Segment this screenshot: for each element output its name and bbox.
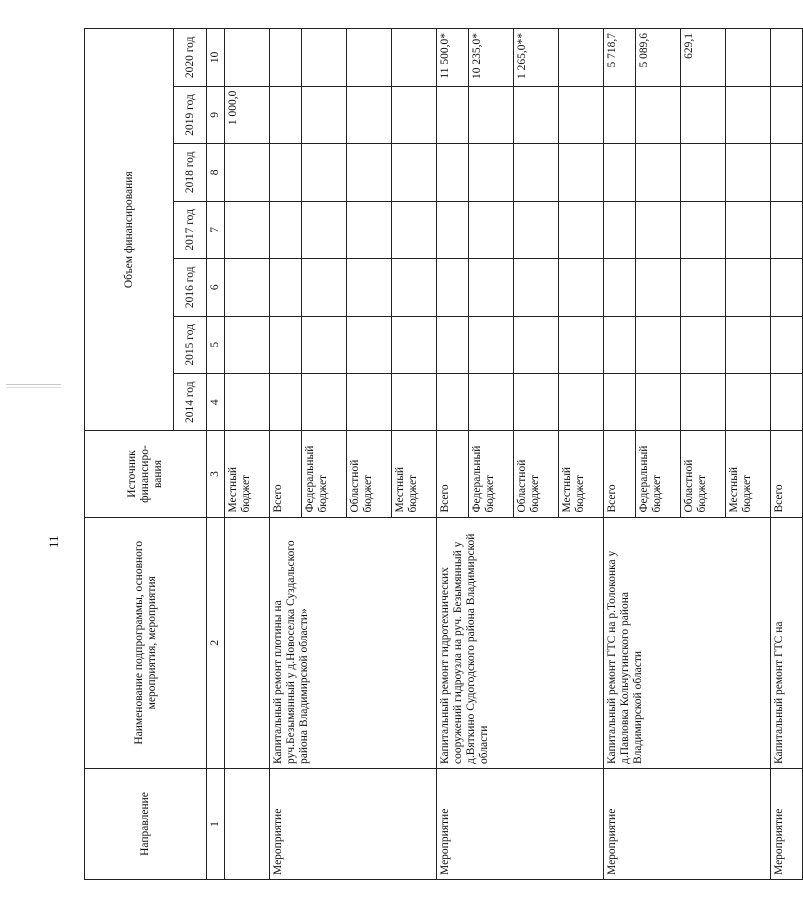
amount-cell <box>559 144 604 201</box>
funding-source-cell: Всего <box>437 431 469 517</box>
column-number: 2 <box>207 517 225 768</box>
amount-cell: 10 235,0* <box>469 29 514 87</box>
funding-source-cell: Федеральный бюджет <box>302 431 347 517</box>
amount-cell <box>604 201 636 258</box>
amount-cell <box>771 259 803 316</box>
page-number: 11 <box>46 535 61 548</box>
header-year: 2016 год <box>174 259 207 316</box>
funding-source-cell: Местный бюджет <box>559 431 604 517</box>
amount-cell <box>270 29 302 87</box>
amount-cell <box>726 29 771 87</box>
column-number: 8 <box>207 144 225 201</box>
direction-cell <box>225 769 270 880</box>
header-year: 2020 год <box>174 29 207 87</box>
measure-name-cell: Капитальный ремонт ГТС на <box>771 517 803 768</box>
direction-cell: Мероприятие <box>771 769 803 880</box>
amount-cell: 11 500,0* <box>437 29 469 87</box>
measure-name-cell <box>225 517 270 768</box>
amount-cell <box>469 316 514 373</box>
header-direction: Направление <box>85 769 207 880</box>
amount-cell <box>469 144 514 201</box>
amount-cell <box>225 374 270 431</box>
column-number: 1 <box>207 769 225 880</box>
amount-cell <box>392 29 437 87</box>
amount-cell <box>302 86 347 143</box>
amount-cell <box>726 144 771 201</box>
amount-cell: 1 000,0 <box>225 86 270 143</box>
amount-cell: 1 265,0** <box>514 29 559 87</box>
amount-cell <box>604 86 636 143</box>
column-number-row <box>207 29 225 880</box>
amount-cell <box>347 316 392 373</box>
direction-cell: Мероприятие <box>604 769 771 880</box>
column-number: 6 <box>207 259 225 316</box>
amount-cell <box>469 201 514 258</box>
amount-cell <box>514 259 559 316</box>
amount-cell <box>771 201 803 258</box>
amount-cell <box>559 86 604 143</box>
amount-cell <box>270 259 302 316</box>
amount-cell: 5 089,6 <box>636 29 681 87</box>
amount-cell <box>392 316 437 373</box>
header-funding: Объем финансирования <box>85 29 174 431</box>
column-number: 3 <box>207 431 225 517</box>
funding-source-cell: Областной бюджет <box>681 431 726 517</box>
amount-cell: 5 718,7 <box>604 29 636 87</box>
amount-cell <box>771 144 803 201</box>
amount-cell <box>559 374 604 431</box>
amount-cell <box>302 259 347 316</box>
funding-source-cell: Всего <box>604 431 636 517</box>
header-year: 2018 год <box>174 144 207 201</box>
header-name: Наименование подпрограммы, основного мероприятия, мероприятия <box>85 517 207 768</box>
column-number: 4 <box>207 374 225 431</box>
amount-cell <box>604 144 636 201</box>
amount-cell <box>392 374 437 431</box>
table-header <box>85 29 225 880</box>
amount-cell <box>636 374 681 431</box>
amount-cell <box>302 29 347 87</box>
amount-cell <box>270 374 302 431</box>
funding-source-cell: Всего <box>270 431 302 517</box>
amount-cell <box>559 201 604 258</box>
funding-source-cell: Всего <box>771 431 803 517</box>
amount-cell <box>302 316 347 373</box>
header-year: 2014 год <box>174 374 207 431</box>
amount-cell <box>437 201 469 258</box>
amount-cell <box>604 259 636 316</box>
amount-cell <box>347 86 392 143</box>
amount-cell <box>302 144 347 201</box>
amount-cell <box>636 144 681 201</box>
amount-cell <box>514 374 559 431</box>
amount-cell <box>302 374 347 431</box>
measure-name-cell: Капитальный ремонт ГТС на р.Толоконка у д.Павловка Кольчугинского района Владимирской области <box>604 517 771 768</box>
amount-cell <box>771 374 803 431</box>
amount-cell <box>726 374 771 431</box>
amount-cell <box>726 201 771 258</box>
amount-cell <box>681 144 726 201</box>
column-number: 7 <box>207 201 225 258</box>
funding-source-cell: Федеральный бюджет <box>636 431 681 517</box>
amount-cell <box>604 374 636 431</box>
amount-cell <box>347 29 392 87</box>
table-row <box>771 29 803 880</box>
amount-cell <box>681 259 726 316</box>
amount-cell <box>681 86 726 143</box>
header-source: Источник финансиро-вания <box>85 431 207 517</box>
amount-cell <box>225 316 270 373</box>
column-number: 10 <box>207 29 225 87</box>
amount-cell <box>771 86 803 143</box>
amount-cell <box>437 144 469 201</box>
amount-cell <box>726 316 771 373</box>
header-year: 2015 год <box>174 316 207 373</box>
table-row <box>437 29 469 880</box>
amount-cell <box>514 316 559 373</box>
amount-cell <box>225 201 270 258</box>
funding-table <box>84 28 803 880</box>
amount-cell <box>604 316 636 373</box>
amount-cell <box>270 201 302 258</box>
column-number: 5 <box>207 316 225 373</box>
amount-cell <box>270 86 302 143</box>
scan-artifact-line <box>6 384 61 385</box>
amount-cell <box>469 86 514 143</box>
amount-cell <box>726 259 771 316</box>
header-year: 2017 год <box>174 201 207 258</box>
amount-cell <box>636 201 681 258</box>
direction-cell: Мероприятие <box>270 769 437 880</box>
table-row <box>270 29 302 880</box>
amount-cell <box>347 201 392 258</box>
amount-cell <box>225 29 270 87</box>
funding-source-cell: Местный бюджет <box>392 431 437 517</box>
funding-source-cell: Местный бюджет <box>726 431 771 517</box>
amount-cell <box>437 86 469 143</box>
amount-cell <box>347 259 392 316</box>
amount-cell <box>514 144 559 201</box>
funding-source-cell: Федеральный бюджет <box>469 431 514 517</box>
amount-cell <box>392 144 437 201</box>
amount-cell <box>514 86 559 143</box>
amount-cell <box>437 316 469 373</box>
funding-source-cell: Областной бюджет <box>514 431 559 517</box>
funding-source-cell: Местный бюджет <box>225 431 270 517</box>
header-year: 2019 год <box>174 86 207 143</box>
amount-cell <box>636 86 681 143</box>
amount-cell: 629,1 <box>681 29 726 87</box>
amount-cell <box>681 374 726 431</box>
amount-cell <box>437 374 469 431</box>
measure-name-cell: Капитальный ремонт плотины на руч.Безымянный у д.Новоселка Суздальского района Владимирской области» <box>270 517 437 768</box>
measure-name-cell: Капитальный ремонт гидротехнических сооружений гидроузла на руч. Безымянный у д.Вяткино Судогодского района Владимирской области <box>437 517 604 768</box>
amount-cell <box>225 144 270 201</box>
column-number: 9 <box>207 86 225 143</box>
amount-cell <box>225 259 270 316</box>
amount-cell <box>559 259 604 316</box>
amount-cell <box>347 374 392 431</box>
amount-cell <box>559 29 604 87</box>
amount-cell <box>469 259 514 316</box>
table-row <box>604 29 636 880</box>
amount-cell <box>636 259 681 316</box>
amount-cell <box>681 316 726 373</box>
amount-cell <box>771 29 803 87</box>
amount-cell <box>681 201 726 258</box>
table-row <box>225 29 270 880</box>
amount-cell <box>347 144 392 201</box>
amount-cell <box>392 259 437 316</box>
amount-cell <box>559 316 604 373</box>
amount-cell <box>270 316 302 373</box>
amount-cell <box>392 86 437 143</box>
direction-cell: Мероприятие <box>437 769 604 880</box>
amount-cell <box>302 201 347 258</box>
table-body <box>225 29 803 880</box>
amount-cell <box>437 259 469 316</box>
amount-cell <box>392 201 437 258</box>
amount-cell <box>469 374 514 431</box>
amount-cell <box>636 316 681 373</box>
amount-cell <box>514 201 559 258</box>
amount-cell <box>771 316 803 373</box>
rotated-page <box>84 28 785 880</box>
funding-source-cell: Областной бюджет <box>347 431 392 517</box>
amount-cell <box>270 144 302 201</box>
amount-cell <box>726 86 771 143</box>
